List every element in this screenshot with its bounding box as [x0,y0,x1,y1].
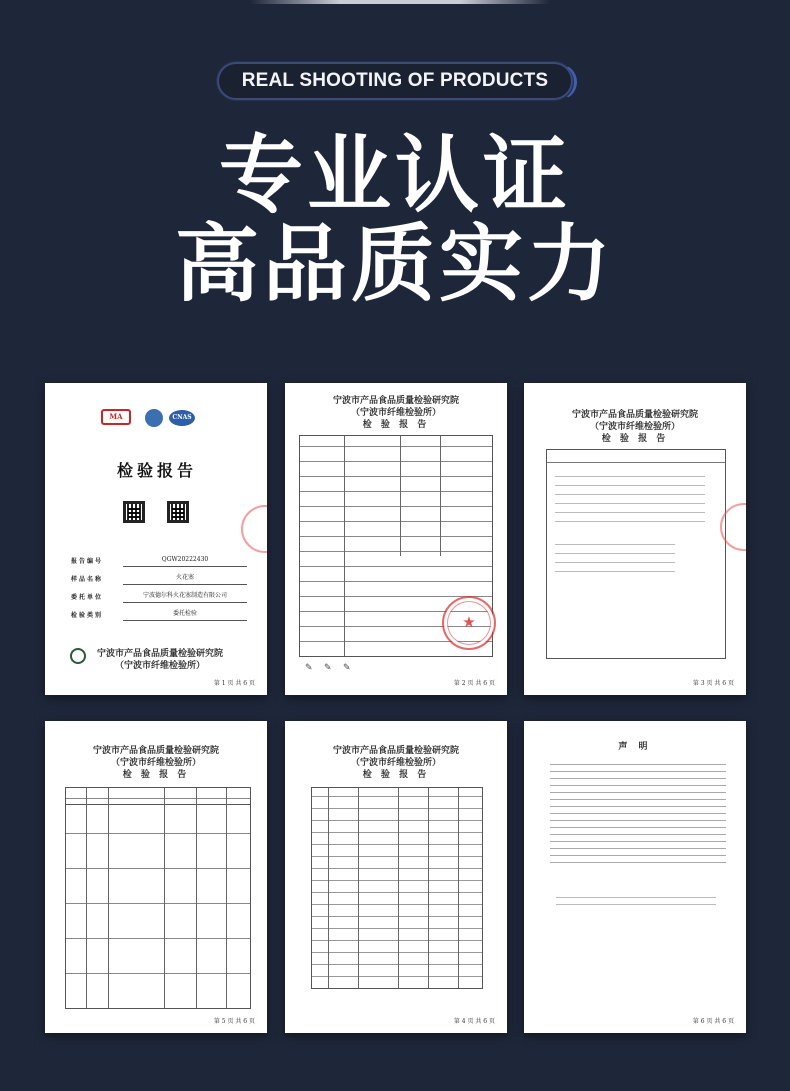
page-number: 第 5 页 共 6 页 [213,1018,255,1025]
field-report-number: 报告编号 QGW20222430 [71,553,247,568]
institute-subname: （宁波市纤维检验所） [114,661,205,671]
page-number: 第 4 页 共 6 页 [453,1018,495,1025]
report-title: 检 验 报 告 [122,770,190,780]
report-title: 检 验 报 告 [362,770,430,780]
report-title: 检 验 报 告 [601,434,669,444]
report-box [546,449,726,659]
report-document-page-5 [45,721,267,1033]
qr-code-icon [167,501,189,523]
cma-logo: MA [101,409,131,425]
signature-line: ✎ ✎ ✎ [305,663,351,673]
field-inspection-type: 检验类别 委托检验 [71,607,247,622]
institute-subname: （宁波市纤维检验所） [350,408,441,418]
report-declaration-page [524,721,746,1033]
page-number: 第 3 页 共 6 页 [692,680,734,687]
page-number: 第 2 页 共 6 页 [453,680,495,687]
institute-subname: （宁波市纤维检验所） [110,758,201,768]
page-number: 第 6 页 共 6 页 [692,1018,734,1025]
report-title: 检 验 报 告 [362,420,430,430]
field-client: 委托单位 宁波德尔科火花塞制造有限公司 [71,589,247,604]
institute-name: 宁波市产品食品质量检验研究院 [332,746,459,756]
institute-name: 宁波市产品食品质量检验研究院 [332,396,459,406]
headline-quality: 高品质实力 [174,215,615,313]
edge-stamp-icon [241,505,267,553]
contact-text [556,891,716,911]
institute-name: 宁波市产品食品质量检验研究院 [92,746,219,756]
report-title: 检验报告 [116,461,197,480]
field-sample-name: 样品名称 火花塞 [71,571,247,586]
headline-certification: 专业认证 [218,126,571,224]
institute-name: 宁波市产品食品质量检验研究院 [96,649,223,659]
real-shooting-tag: REAL SHOOTING OF PRODUCTS [217,62,573,100]
report-table [299,435,493,657]
cnas-logo: CNAS [169,410,195,426]
report-table [65,787,251,1009]
top-decorative-bar [250,0,550,4]
report-cover-document [45,383,267,695]
declaration-text [550,759,726,869]
report-document-page-4 [285,721,507,1033]
declaration-title: 声 明 [618,742,652,752]
report-document-page-3 [524,383,746,695]
report-document-page-2 [285,383,507,695]
red-stamp-icon [442,596,496,650]
institute-subname: （宁波市纤维检验所） [589,422,680,432]
qr-code-icon [123,501,145,523]
report-table [311,787,483,989]
page-number: 第 1 页 共 6 页 [213,680,255,687]
institute-subname: （宁波市纤维检验所） [350,758,441,768]
institute-name: 宁波市产品食品质量检验研究院 [571,410,698,420]
ilac-logo-icon [145,409,163,427]
